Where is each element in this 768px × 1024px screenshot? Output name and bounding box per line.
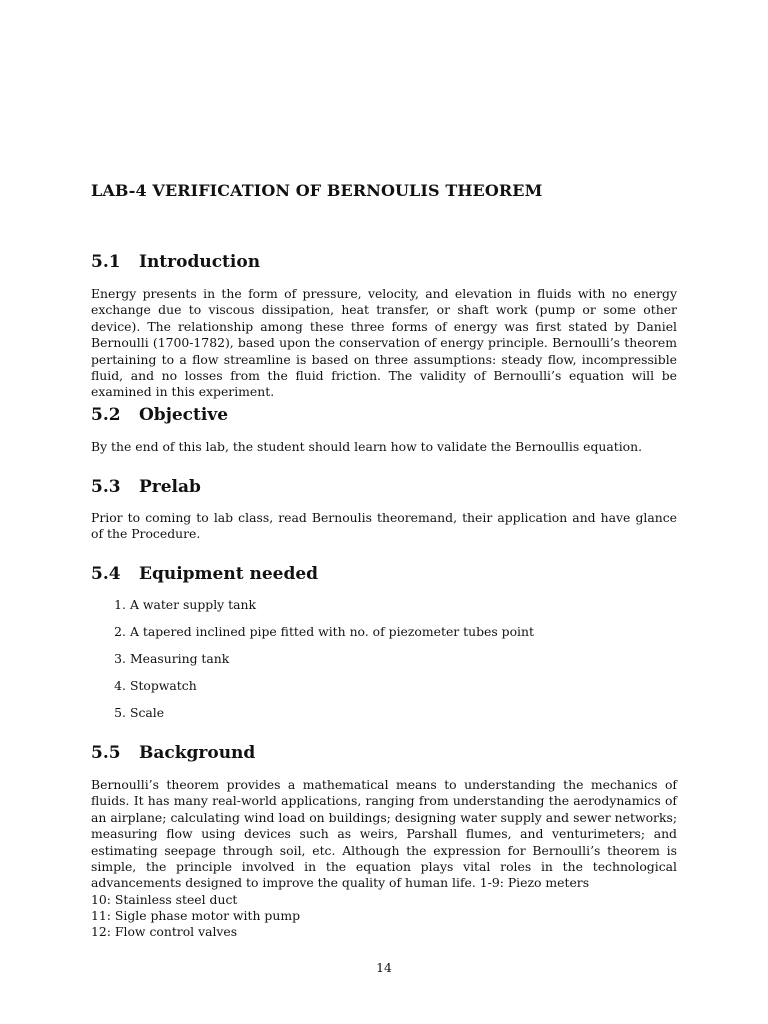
list-item (91, 624, 677, 651)
section-title: Equipment needed (139, 564, 319, 584)
list-item-text: A water supply tank (129, 597, 256, 612)
list-item-text: Scale (129, 705, 165, 720)
list-item-number: 2. (114, 624, 126, 639)
list-item-text: Measuring tank (129, 651, 230, 666)
section-title: Objective (139, 405, 229, 425)
section-heading-background (91, 743, 255, 763)
section-title: Prelab (139, 477, 201, 497)
page-number: 14 (376, 960, 392, 975)
list-item (91, 705, 677, 732)
list-item-text: A tapered inclined pipe fitted with no. of piezometer tubes point (129, 624, 534, 639)
list-item-number: 4. (114, 678, 126, 693)
section-title: Introduction (139, 252, 261, 272)
section-title: Background (139, 743, 256, 763)
list-item-number: 1. (114, 597, 126, 612)
section-number: 5.5 (91, 743, 121, 763)
list-item-number: 5. (114, 705, 126, 720)
section-number: 5.3 (91, 477, 121, 497)
list-item-text: Stopwatch (129, 678, 197, 693)
introduction-paragraph: Energy presents in the form of pressure, velocity, and elevation in fluids with no energy exchange due to viscous dissipation, heat transfer, or shaft work (pump or some other device). The relationship among these three forms of energy was first stated by Daniel Bernoulli (1700-1782), based upon the conservation of energy principle. Bernoulli’s theorem pertaining to a flow streamline is based on three assumptions: steady flow, incompressible fluid, and no losses from the fluid friction. The validity of Bernoulli’s equation will be examined in this experiment. (91, 286, 677, 400)
list-item-number: 3. (114, 651, 126, 666)
section-heading-introduction (91, 252, 260, 272)
list-item (91, 678, 677, 705)
legend-line: 11: Sigle phase motor with pump (91, 908, 300, 923)
legend-line: 12: Flow control valves (91, 924, 238, 939)
section-number: 5.2 (91, 405, 121, 425)
objective-paragraph: By the end of this lab, the student should learn how to validate the Bernoullis equation. (91, 439, 643, 454)
background-paragraph: Bernoulli’s theorem provides a mathematical means to understanding the mechanics of fluids. It has many real-world applications, ranging from understanding the aerodynamics of an airplane; calculating wind load on buildings; designing water supply and sewer networks; measuring flow using devices such as weirs, Parshall flumes, and venturimeters; and estimating seepage through soil, etc. Although the expression for Bernoulli’s theorem is simple, the principle involved in the equation plays vital roles in the technological advancements designed to improve the quality of human life. 1-9: Piezo meters (91, 777, 677, 891)
equipment-list (91, 597, 677, 732)
section-heading-objective (91, 405, 228, 425)
list-item (91, 597, 677, 624)
section-heading-prelab (91, 477, 201, 497)
section-number: 5.4 (91, 564, 121, 584)
prelab-paragraph: Prior to coming to lab class, read Bernoulis theoremand, their application and have glance of the Procedure. (91, 510, 677, 542)
page-title: LAB-4 VERIFICATION OF BERNOULIS THEOREM (91, 181, 543, 200)
component-legend (91, 892, 677, 940)
section-number: 5.1 (91, 252, 121, 272)
section-heading-equipment (91, 564, 318, 584)
list-item (91, 651, 677, 678)
legend-line: 10: Stainless steel duct (91, 892, 238, 907)
